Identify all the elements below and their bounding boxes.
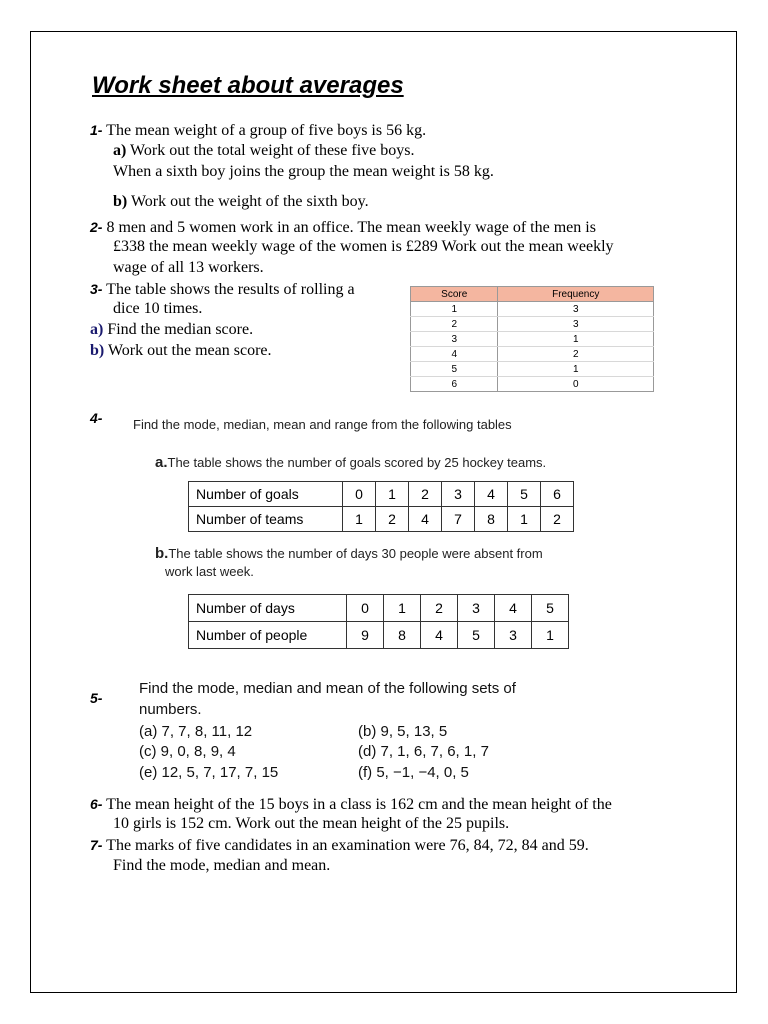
question-3a bbox=[90, 320, 253, 340]
question-text: The mean weight of a group of five boys is 56 kg. bbox=[106, 122, 427, 139]
question-1b bbox=[113, 192, 369, 212]
table-cell: 2 bbox=[498, 347, 654, 362]
part-label: b) bbox=[113, 193, 128, 210]
list-item: (b) 9, 5, 13, 5 bbox=[358, 723, 448, 740]
table-cell: 2 bbox=[411, 317, 498, 332]
question-number: 3- bbox=[90, 281, 103, 297]
table-row bbox=[411, 317, 654, 332]
table-cell: 3 bbox=[458, 595, 495, 622]
header-cell: Score bbox=[411, 287, 498, 302]
table-cell: 1 bbox=[498, 332, 654, 347]
list-item: (f) 5, −1, −4, 0, 5 bbox=[358, 764, 469, 781]
question-text: The table shows the results of rolling a bbox=[106, 281, 355, 298]
question-6-line2: 10 girls is 152 cm. Work out the mean height of the 25 pupils. bbox=[113, 815, 510, 832]
question-text: The marks of five candidates in an examination were 76, 84, 72, 84 and 59. bbox=[106, 837, 589, 854]
part-text: Find the median score. bbox=[107, 321, 254, 338]
question-text: 8 men and 5 women work in an office. The mean weekly wage of the men is bbox=[106, 219, 596, 236]
header-cell: Frequency bbox=[498, 287, 654, 302]
question-3-line2: dice 10 times. bbox=[113, 300, 203, 317]
table-cell: 8 bbox=[475, 507, 508, 532]
question-4-number: 4- bbox=[90, 410, 103, 426]
table-row bbox=[411, 302, 654, 317]
table-cell: 5 bbox=[508, 482, 541, 507]
row-label: Number of days bbox=[189, 595, 347, 622]
table-row bbox=[189, 482, 574, 507]
question-4b-line2: work last week. bbox=[165, 564, 254, 579]
table-cell: 3 bbox=[498, 317, 654, 332]
part-text: The table shows the number of days 30 people were absent from bbox=[168, 546, 543, 561]
table-cell: 4 bbox=[495, 595, 532, 622]
question-5-number: 5- bbox=[90, 690, 103, 706]
part-text: Work out the total weight of these five boys. bbox=[130, 142, 415, 159]
table-row bbox=[189, 507, 574, 532]
part-text: The table shows the number of goals scored by 25 hockey teams. bbox=[167, 455, 547, 470]
question-4a bbox=[155, 454, 546, 471]
part-label: a. bbox=[155, 454, 168, 471]
table-cell: 4 bbox=[409, 507, 442, 532]
question-2 bbox=[90, 217, 596, 238]
table-cell: 3 bbox=[411, 332, 498, 347]
table-cell: 2 bbox=[541, 507, 574, 532]
table-cell: 3 bbox=[498, 302, 654, 317]
table-header-row bbox=[411, 287, 654, 302]
dice-results-table bbox=[410, 286, 654, 392]
table-cell: 1 bbox=[384, 595, 421, 622]
question-4b bbox=[155, 545, 543, 562]
table-cell: 1 bbox=[532, 622, 569, 649]
question-2-line3: wage of all 13 workers. bbox=[113, 259, 264, 276]
goals-table bbox=[188, 481, 574, 532]
table-row bbox=[189, 622, 569, 649]
question-4-intro: Find the mode, median, mean and range from the following tables bbox=[133, 417, 512, 432]
question-1 bbox=[90, 120, 426, 141]
table-cell: 7 bbox=[442, 507, 475, 532]
table-row bbox=[411, 362, 654, 377]
table-cell: 6 bbox=[411, 377, 498, 392]
question-7-line2: Find the mode, median and mean. bbox=[113, 857, 331, 874]
table-cell: 0 bbox=[347, 595, 384, 622]
table-row bbox=[411, 377, 654, 392]
question-1a bbox=[113, 141, 414, 161]
question-number: 6- bbox=[90, 796, 103, 812]
part-label: b) bbox=[90, 342, 105, 359]
row-label: Number of goals bbox=[189, 482, 343, 507]
question-7 bbox=[90, 835, 589, 856]
question-5-intro-line2: numbers. bbox=[139, 701, 202, 718]
question-1-info: When a sixth boy joins the group the mean weight is 58 kg. bbox=[113, 163, 494, 180]
table-cell: 5 bbox=[532, 595, 569, 622]
list-item: (a) 7, 7, 8, 11, 12 bbox=[139, 723, 253, 740]
row-label: Number of teams bbox=[189, 507, 343, 532]
row-label: Number of people bbox=[189, 622, 347, 649]
table-cell: 4 bbox=[421, 622, 458, 649]
table-cell: 3 bbox=[495, 622, 532, 649]
list-item: (d) 7, 1, 6, 7, 6, 1, 7 bbox=[358, 743, 489, 760]
question-5-intro: Find the mode, median and mean of the following sets of bbox=[139, 680, 516, 697]
table-cell: 9 bbox=[347, 622, 384, 649]
question-3b bbox=[90, 341, 272, 361]
table-cell: 1 bbox=[411, 302, 498, 317]
table-cell: 2 bbox=[409, 482, 442, 507]
part-label: a) bbox=[90, 321, 104, 338]
table-cell: 1 bbox=[343, 507, 376, 532]
table-cell: 5 bbox=[411, 362, 498, 377]
question-number: 7- bbox=[90, 837, 103, 853]
table-cell: 0 bbox=[498, 377, 654, 392]
question-text: The mean height of the 15 boys in a class is 162 cm and the mean height of the bbox=[106, 796, 612, 813]
table-row bbox=[411, 347, 654, 362]
table-cell: 5 bbox=[458, 622, 495, 649]
table-cell: 1 bbox=[376, 482, 409, 507]
table-cell: 1 bbox=[498, 362, 654, 377]
table-cell: 1 bbox=[508, 507, 541, 532]
table-cell: 8 bbox=[384, 622, 421, 649]
table-cell: 2 bbox=[376, 507, 409, 532]
question-3 bbox=[90, 279, 355, 300]
part-label: b. bbox=[155, 545, 169, 562]
table-row bbox=[189, 595, 569, 622]
table-cell: 6 bbox=[541, 482, 574, 507]
table-cell: 4 bbox=[475, 482, 508, 507]
table-cell: 0 bbox=[343, 482, 376, 507]
part-text: Work out the weight of the sixth boy. bbox=[130, 193, 369, 210]
absence-table bbox=[188, 594, 569, 649]
question-6 bbox=[90, 794, 612, 815]
part-text: Work out the mean score. bbox=[107, 342, 272, 359]
part-label: a) bbox=[113, 142, 127, 159]
table-row bbox=[411, 332, 654, 347]
question-2-line2: £338 the mean weekly wage of the women is £289 Work out the mean weekly bbox=[113, 238, 614, 255]
table-cell: 2 bbox=[421, 595, 458, 622]
table-cell: 3 bbox=[442, 482, 475, 507]
question-number: 1- bbox=[90, 122, 103, 138]
page-title: Work sheet about averages bbox=[92, 72, 404, 99]
table-cell: 4 bbox=[411, 347, 498, 362]
list-item: (e) 12, 5, 7, 17, 7, 15 bbox=[139, 764, 279, 781]
question-number: 2- bbox=[90, 219, 103, 235]
list-item: (c) 9, 0, 8, 9, 4 bbox=[139, 743, 236, 760]
